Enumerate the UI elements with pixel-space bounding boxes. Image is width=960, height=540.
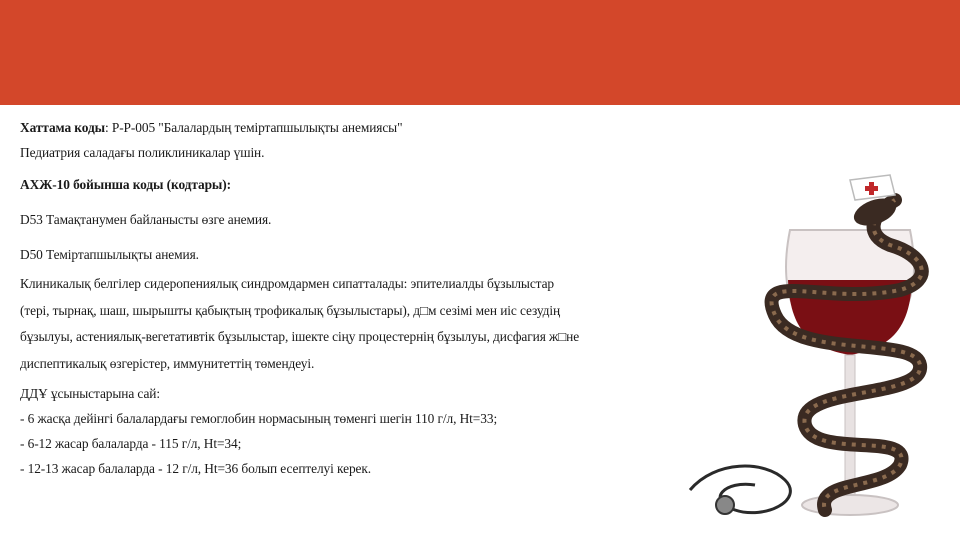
icd-heading: АХЖ-10 бойынша коды (кодтары):	[20, 177, 231, 192]
stethoscope-icon	[690, 466, 790, 513]
clinical-signs-paragraph	[20, 271, 660, 378]
who-heading: ДДҰ ұсыныстарына сай:	[20, 385, 160, 401]
wine-glass-stem-icon	[845, 355, 855, 495]
clinical-line: бұзылуы, астениялық-вегетативтік бұзылыстар, ішекте сіңу процестернің бұзылуы, дисфагия ж□не	[20, 329, 580, 345]
audience-line: Педиатрия саладағы поликлиникалар үшін.	[20, 145, 265, 160]
wine-glass-base-icon	[802, 495, 898, 515]
protocol-code-line	[20, 119, 660, 137]
protocol-code-value: : Р-Р-005 "Балалардың теміртапшылықты анемиясы"	[104, 120, 403, 135]
header-band	[0, 0, 960, 105]
who-item: - 6 жасқа дейінгі балалардағы гемоглобин нормасының төменгі шегін 110 г/л, Ht=33;	[20, 410, 498, 426]
icd-code-d50: D50 Теміртапшылықты анемия.	[20, 247, 199, 262]
slide-body	[20, 119, 660, 478]
protocol-code-label: Хаттама коды	[20, 120, 105, 135]
clinical-line: диспептикалық өзгерістер, иммунитеттің төмендеуі.	[20, 356, 315, 372]
who-item: - 12-13 жасар балаларда - 12 г/л, Ht=36 болып есептелуі керек.	[20, 460, 372, 476]
who-item: - 6-12 жасар балаларда - 115 г/л, Ht=34;	[20, 435, 242, 451]
snake-wine-glass-illustration	[685, 160, 960, 540]
clinical-line: Клиникалық белгілер сидеропениялық синдромдармен сипатталады: эпителиалды бұзылыстар	[20, 276, 555, 291]
clinical-line: (тері, тырнақ, шаш, шырышты қабықтың трофикалық бұзылыстары), д□м сезімі мен иіс сезудің	[20, 302, 561, 318]
stethoscope-chestpiece-icon	[716, 496, 734, 514]
icd-code-d53: D53 Тамақтанумен байланысты өзге анемия.	[20, 212, 272, 227]
